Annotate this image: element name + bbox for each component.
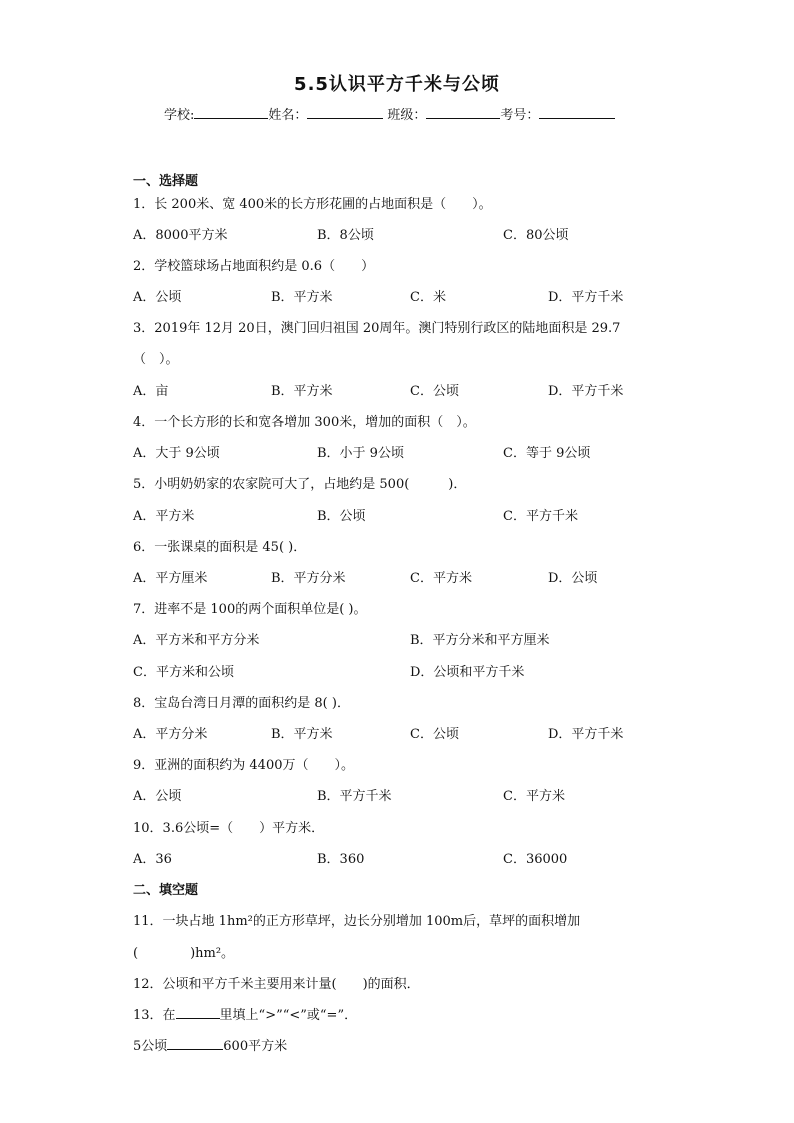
q4-option-c[interactable]: C．等于 9公顷: [503, 446, 591, 461]
q6-option-a[interactable]: A．平方厘米: [133, 571, 208, 586]
q6-option-b[interactable]: B．平方分米: [271, 571, 346, 586]
question-13-row-1: [133, 1035, 287, 1054]
question-5: 5．小明奶奶家的农家院可大了，占地约是 500( )．: [133, 477, 467, 492]
q3-option-c[interactable]: C．公顷: [410, 384, 459, 399]
q13-prefix: 13．在: [133, 1008, 176, 1023]
q8-option-d[interactable]: D．平方千米: [548, 727, 624, 742]
q2-option-d[interactable]: D．平方千米: [548, 290, 624, 305]
school-blank[interactable]: [194, 105, 268, 119]
question-10: 10．3.6公顷=（ ）平方米．: [133, 821, 325, 836]
question-8: 8．宝岛台湾日月潭的面积约是 8( )．: [133, 696, 350, 711]
q1-option-b[interactable]: B．8公顷: [317, 228, 374, 243]
question-13: [133, 1004, 357, 1023]
q9-option-b[interactable]: B．平方千米: [317, 789, 392, 804]
name-blank[interactable]: [307, 105, 383, 119]
q2-option-a[interactable]: A．公顷: [133, 290, 182, 305]
q4-option-b[interactable]: B．小于 9公顷: [317, 446, 404, 461]
q6-option-d[interactable]: D．公顷: [548, 571, 598, 586]
number-blank[interactable]: [539, 105, 615, 119]
question-1: 1．长 200米、宽 400米的长方形花圃的占地面积是（ ）。: [133, 197, 492, 212]
q9-option-c[interactable]: C．平方米: [503, 789, 565, 804]
q10-option-b[interactable]: B．360: [317, 852, 365, 867]
q13-row-left: 5公顷: [133, 1039, 168, 1054]
question-9: 9．亚洲的面积约为 4400万（ ）。: [133, 758, 354, 773]
number-label: 考号：: [500, 108, 540, 123]
q7-option-b[interactable]: B．平方分米和平方厘米: [410, 633, 550, 648]
question-3-line-2: （ ）。: [133, 352, 179, 367]
q10-option-c[interactable]: C．36000: [503, 852, 568, 867]
q13-suffix: 里填上“>”“<”或“=”．: [219, 1008, 358, 1023]
school-label: 学校:: [164, 108, 195, 123]
q3-option-a[interactable]: A．亩: [133, 384, 169, 399]
q6-option-c[interactable]: C．平方米: [410, 571, 472, 586]
question-2: 2．学校篮球场占地面积约是 0.6（ ）: [133, 259, 375, 274]
q7-option-c[interactable]: C．平方米和公顷: [133, 665, 234, 680]
q1-option-a[interactable]: A．8000平方米: [133, 228, 228, 243]
q5-option-a[interactable]: A．平方米: [133, 509, 195, 524]
q13-blank-example: [176, 1005, 220, 1019]
q5-option-b[interactable]: B．公顷: [317, 509, 366, 524]
q3-option-b[interactable]: B．平方米: [271, 384, 333, 399]
q5-option-c[interactable]: C．平方千米: [503, 509, 578, 524]
question-11-line-2: ( )hm²。: [133, 946, 235, 961]
question-3-line-1: 3．2019年 12月 20日，澳门回归祖国 20周年。澳门特别行政区的陆地面积是 29.7: [133, 321, 621, 336]
q3-option-d[interactable]: D．平方千米: [548, 384, 624, 399]
question-6: 6．一张课桌的面积是 45( )．: [133, 540, 307, 555]
student-info-line: [164, 104, 615, 123]
q1-option-c[interactable]: C．80公顷: [503, 228, 569, 243]
q2-option-c[interactable]: C．米: [410, 290, 446, 305]
q13-row-right: 600平方米: [223, 1039, 288, 1054]
q2-option-b[interactable]: B．平方米: [271, 290, 333, 305]
class-blank[interactable]: [426, 105, 500, 119]
q9-option-a[interactable]: A．公顷: [133, 789, 182, 804]
q4-option-a[interactable]: A．大于 9公顷: [133, 446, 220, 461]
q13-answer-blank[interactable]: [167, 1036, 223, 1050]
page-title: 5.5认识平方千米与公顷: [294, 74, 500, 95]
q8-option-b[interactable]: B．平方米: [271, 727, 333, 742]
q10-option-a[interactable]: A．36: [133, 852, 172, 867]
q7-option-d[interactable]: D．公顷和平方千米: [410, 665, 525, 680]
q7-option-a[interactable]: A．平方米和平方分米: [133, 633, 260, 648]
q8-option-a[interactable]: A．平方分米: [133, 727, 208, 742]
question-11-line-1: 11．一块占地 1hm²的正方形草坪，边长分别增加 100m后，草坪的面积增加: [133, 914, 581, 929]
name-label: 姓名：: [268, 108, 308, 123]
question-4: 4．一个长方形的长和宽各增加 300米，增加的面积（ ）。: [133, 415, 476, 430]
section-choice: 一、选择题: [133, 174, 199, 189]
question-12: 12．公顷和平方千米主要用来计量( )的面积．: [133, 977, 420, 992]
section-fill: 二、填空题: [133, 883, 199, 898]
q8-option-c[interactable]: C．公顷: [410, 727, 459, 742]
question-7: 7．进率不是 100的两个面积单位是( )。: [133, 602, 367, 617]
class-label: 班级：: [387, 108, 427, 123]
